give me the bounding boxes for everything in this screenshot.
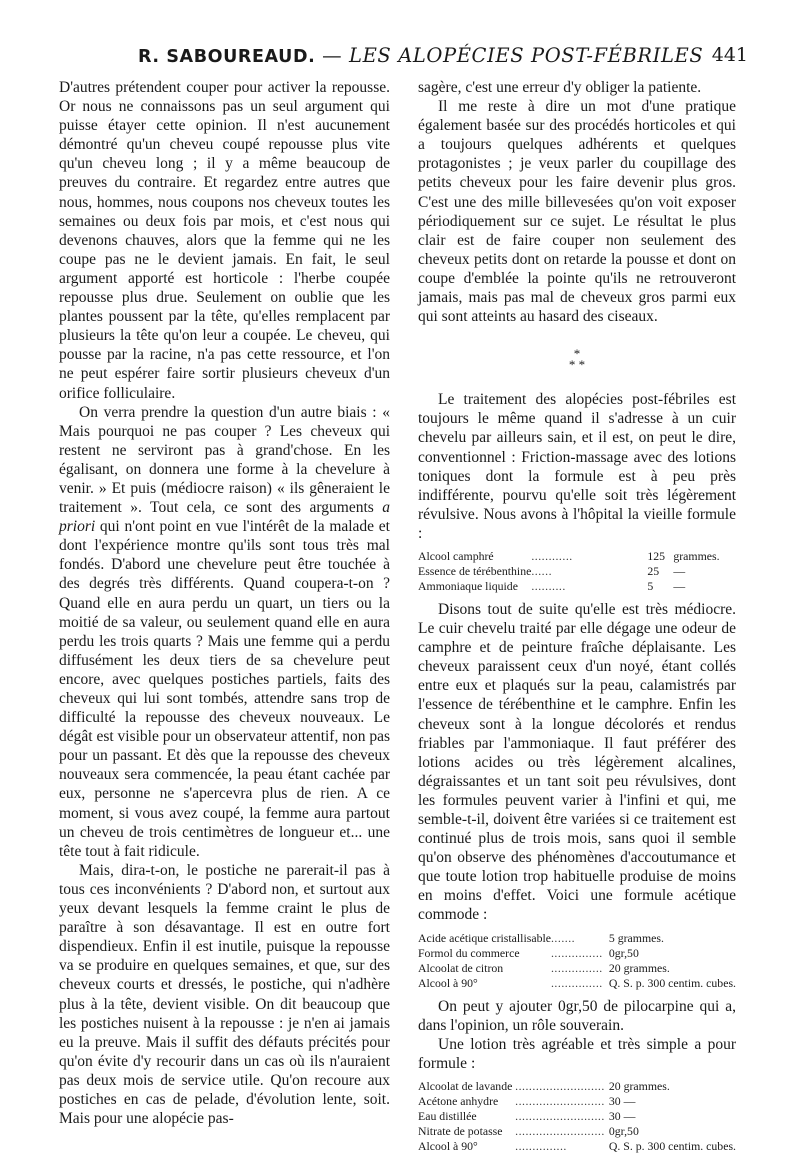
- formula-row: [418, 1109, 736, 1124]
- paragraph: Il me reste à dire un mot d'une pratique également basée sur des procédés horticoles et qui a toujours quelques adhérents et quelques protagonistes ; je veux parler du coupillage des petits cheveux pour les faire devenir plus gros. C'est une des mille billevesées qu'on voit exposer périodiquement sur ce sujet. Le résultat le plus clair est de faire couper non seulement des cheveux petits dont on retarde la pousse et dont on coupe d'emblée la pointe qu'ils ne retrouveront jamais, mais pas mal de cheveux gros parmi eux qui sont atteints au hasard des ciseaux.: [418, 98, 736, 326]
- formula-row: [418, 946, 736, 961]
- running-title: [138, 44, 703, 67]
- paragraph: Le traitement des alopécies post-fébriles est toujours le même quand il s'adresse à un cuir chevelu par ailleurs sain, et il est, on peut le dire, conventionnel : Friction-massage avec des lotions toniques dont la formule est à peu près indifférente, pourvu qu'elle soit très légèrement révulsive. Nous avons à l'hôpital la vieille formule :: [418, 391, 736, 542]
- ingredient-quantity: Q. S. p. 300 centim. cubes.: [608, 1138, 736, 1153]
- ingredient-quantity: 20 grammes.: [608, 1078, 670, 1093]
- ingredient-quantity: 30 —: [608, 1108, 636, 1123]
- paragraph: sagère, c'est une erreur d'y obliger la patiente.: [418, 79, 702, 96]
- leader-dots: ..........................: [515, 1123, 605, 1138]
- ingredient-quantity: 5: [647, 578, 654, 593]
- running-header: [58, 44, 748, 74]
- paragraph: D'autres prétendent couper pour activer la repousse. Or nous ne connaissons pas un seul argument qui puisse étayer cette opinion. Il n'est aucunement démontré qu'un cheveu coupé repousse plus vite qu'un cheveu long ; il y a même beaucoup de preuves du contraire. Et regardez entre autres que nous, hommes, nous coupons nos cheveux toutes les semaines ou deux fois par mois, et c'est nous qui devenons chauves, alors que la femme qui ne les coupe pas ne le devient jamais. En fait, le seul argument apporté est horticole : l'herbe coupée repousse plus drue. Seulement on oublie que les plantes poussent par la tête, qu'elles remplacent par plusieurs la tête qu'on leur a coupée. Le cheveu, qui pousse par la racine, n'a pas cette ressource, et l'on ne peut espérer faire sortir plusieurs cheveux d'un orifice folliculaire.: [59, 79, 390, 402]
- leader-dots: ......: [531, 563, 553, 578]
- formula-table: [418, 549, 720, 594]
- formula-row: [418, 1124, 736, 1139]
- ingredient-name: Acétone anhydre: [418, 1093, 499, 1108]
- paragraph-text: qui n'ont point en vue l'intérêt de la malade et dont l'expérience montre qu'ils sont tous très mal fondés. D'abord une chevelure peut être touchée à des degrés très différents. Quand coupera-t-on ? Quand elle en aura perdu un quart, un tiers ou la moitié de sa valeur, ou seulement quand elle en aura perdu les trois quarts ? Mais une femme qui a perdu diffusément les deux tiers de sa chevelure peut encore, avec quelques postiches partiels, faits des cheveux qui lui sont tombés, attendre sans trop de difficulté la repousse des cheveux nouveaux. Le dégât est visible pour un observateur attentif, non pas pour un passant. Et dès que la repousse des cheveux nouveaux sera commencée, la peau étant cachée par eux, personne ne s'apercevra plus de rien. A ce moment, si vous avez coupé, la femme aura partout un cheveu de trois centimètres de longueur et... une tête tout à fait ridicule.: [59, 518, 391, 860]
- ingredient-unit: —: [673, 563, 686, 578]
- ingredient-quantity: 20 grammes.: [608, 960, 670, 975]
- ingredient-name: Nitrate de potasse: [418, 1123, 503, 1138]
- ingredient-name: Alcoolat de citron: [418, 960, 504, 975]
- ingredient-quantity: 30 —: [608, 1093, 636, 1108]
- leader-dots: ...............: [550, 945, 603, 960]
- leader-dots: ...............: [550, 960, 603, 975]
- leader-dots: ..........................: [515, 1078, 605, 1093]
- header-author: R. SABOUREAUD.: [138, 47, 316, 67]
- leader-dots: ............: [531, 548, 573, 563]
- asterism-bottom: * *: [568, 357, 586, 373]
- ingredient-name: Alcoolat de lavande: [418, 1078, 513, 1093]
- leader-dots: ..........................: [515, 1108, 605, 1123]
- formula-row: [418, 1094, 736, 1109]
- leader-dots: ..........................: [515, 1093, 605, 1108]
- ingredient-quantity: 0gr,50: [608, 1123, 639, 1138]
- ingredient-name: Formol du commerce: [418, 945, 520, 960]
- leader-dots: .......: [550, 930, 576, 945]
- ingredient-quantity: 5 grammes.: [608, 930, 664, 945]
- ingredient-unit: —: [673, 578, 686, 593]
- ingredient-name: Alcool camphré: [418, 548, 494, 563]
- ingredient-name: Acide acétique cristallisable: [418, 930, 551, 945]
- ingredient-unit: grammes.: [673, 548, 720, 563]
- ingredient-name: Essence de térébenthine: [418, 563, 532, 578]
- formula-table: [418, 1079, 736, 1154]
- formula-table: [418, 931, 736, 991]
- leader-dots: ..........: [531, 578, 566, 593]
- paragraph: Mais, dira-t-on, le postiche ne parerait-il pas à tous ces inconvénients ? D'abord non, et surtout aux yeux devant lesquels la femme craint le plus de paraître à son désavantage. Il est en outre fort dispendieux. Enfin il est inutile, puisque la repousse va se produire en quelques semaines, et que, sur des cheveux courts et dressés, le postiche, qui n'adhère plus à la tête, devient visible. On dit beaucoup que les postiches nuisent à la repousse : je n'en ai jamais eu la preuve. Mais il suffit des défauts précités pour qu'on évite d'y recourir dans un cas où ils n'auraient pas deux mois de service utile. Qu'on recoure aux postiches en cas de pelade, d'évolution lente, soit. Mais pour une alopécie pas-: [59, 861, 390, 1128]
- left-column: [59, 78, 390, 1128]
- ingredient-name: Eau distillée: [418, 1108, 477, 1123]
- formula-row: [418, 564, 720, 579]
- page-number: 441: [711, 44, 748, 66]
- italic-phrase: a priori: [59, 499, 390, 536]
- formula-row: [418, 931, 736, 946]
- formula-row: [418, 549, 720, 564]
- ingredient-name: Ammoniaque liquide: [418, 578, 518, 593]
- header-title: LES ALOPÉCIES POST-FÉBRILES: [349, 44, 704, 67]
- ingredient-name: Alcool à 90°: [418, 975, 478, 990]
- paragraph-text: On verra prendre la question d'un autre biais : « Mais pourquoi ne pas couper ? Les cheveux qui restent ne serviront pas à grand'chose. En les égalisant, on donnera une forme à la chevelure à venir. » Et puis (médiocre raison) « ils gêneraient le traitement ». Tout cela, ce sont des arguments: [59, 403, 390, 517]
- asterism-top: *: [573, 346, 581, 362]
- right-column: [418, 78, 736, 1160]
- header-dash: —: [315, 44, 350, 67]
- ingredient-quantity: 25: [647, 563, 660, 578]
- formula-row: [418, 961, 736, 976]
- paragraph: Disons tout de suite qu'elle est très médiocre. Le cuir chevelu traité par elle dégage une odeur de camphre et de peinture fraîche déplaisante. Les cheveux paraissent ceux d'un noyé, étant collés entre eux et plaqués sur la peau, calamistrés par l'essence de térébenthine et le camphre. Enfin les cheveux sont à la longue décolorés et rendus friables par l'ammoniaque. Il faut préférer des lotions acides ou très légèrement alcalines, dégraissantes et un tant soit peu révulsives, dont les formules peuvent varier à l'infini et qui, me semble-t-il, doivent être variées si ce traitement est continué plus de trois mois, sans quoi il semble qu'on observe des phénomènes d'accoutumance et que toute lotion trop habituelle produise de moins en moins d'effet. Voici une formule acétique commode :: [418, 600, 736, 924]
- formula-row: [418, 579, 720, 594]
- section-asterism: [418, 346, 736, 373]
- formula-row: [418, 1079, 736, 1094]
- ingredient-quantity: Q. S. p. 300 centim. cubes.: [608, 975, 736, 990]
- ingredient-quantity: 0gr,50: [608, 945, 639, 960]
- ingredient-quantity: 125: [647, 548, 666, 563]
- formula-row: [418, 1139, 736, 1154]
- leader-dots: ...............: [515, 1138, 567, 1153]
- paragraph: [59, 403, 390, 861]
- ingredient-name: Alcool à 90°: [418, 1138, 478, 1153]
- leader-dots: ...............: [550, 975, 603, 990]
- formula-row: [418, 976, 736, 991]
- paragraph: Une lotion très agréable et très simple a pour formule :: [418, 1035, 736, 1072]
- paragraph: On peut y ajouter 0gr,50 de pilocarpine qui a, dans l'opinion, un rôle souverain.: [418, 997, 736, 1034]
